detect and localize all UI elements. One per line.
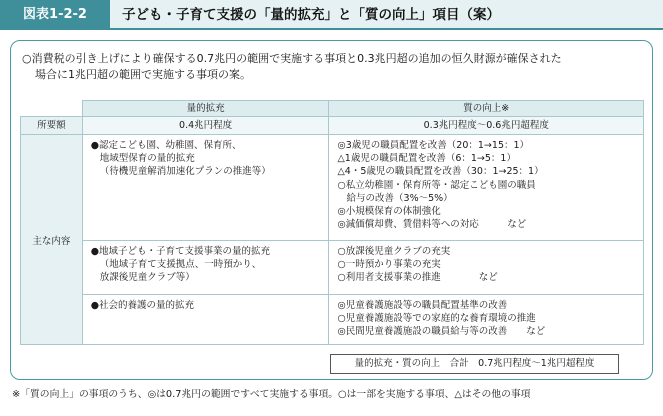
figure-title: 子ども・子育て支援の「量的拡充」と「質の向上」項目（案）: [122, 7, 500, 23]
intro-line-1: ○消費税の引き上げにより確保する0.7兆円の範囲で実施する事項と0.3兆円超の追加の恒久財源が確保された: [22, 52, 562, 65]
row2-quantity: [82, 241, 329, 295]
intro-text: [22, 51, 642, 83]
list-item: 放課後児童クラブ等）: [90, 272, 195, 284]
amount-quality: 0.3兆円程度～0.6兆円超程度: [329, 117, 644, 135]
list-item: ●認定こども園、幼稚園、保育所、: [90, 140, 242, 151]
total-summary-box: 量的拡充・質の向上 合計 0.7兆円程度～1兆円超程度: [330, 354, 619, 374]
title-bar: [0, 0, 663, 30]
content-label: 主な内容: [21, 135, 83, 345]
comparison-table: [20, 100, 644, 345]
list-item: ○私立幼稚園・保育所等・認定こども園の職員: [337, 179, 536, 191]
list-item: ○一時預かり事業の充実: [337, 259, 441, 271]
list-item: （地域子育て支援拠点、一時預かり、: [90, 259, 262, 271]
table-row: [21, 295, 644, 345]
list-item: △4・5歳児の職員配置を改善（30：1→25：1）: [337, 166, 544, 178]
list-item: ◎減価償却費、賃借料等への対応 など: [337, 219, 527, 231]
list-item: （待機児童解消加速化プランの推進等）: [90, 166, 271, 178]
amount-label: 所要額: [21, 117, 83, 135]
intro-line-2: 場合に1兆円超の範囲で実施する事項の案。: [35, 68, 251, 81]
row3-quality: [329, 295, 644, 345]
list-item: ◎3歳児の職員配置を改善（20：1→15：1）: [337, 140, 530, 151]
table-header-row: [21, 101, 644, 117]
row2-quality: [329, 241, 644, 295]
amount-row: [21, 117, 644, 135]
figure-number-badge: 図表1-2-2: [0, 0, 110, 30]
list-item: 地域型保育の量的拡充: [90, 153, 195, 165]
list-item: 給与の改善（3%～5%）: [337, 192, 453, 204]
table-row: [21, 135, 644, 241]
list-item: ○児童養護施設等での家庭的な養育環境の推進: [337, 313, 536, 325]
list-item: △1歳児の職員配置を改善（6：1→5：1）: [337, 153, 516, 165]
list-item: ●社会的養護の量的拡充: [90, 300, 195, 311]
amount-quantity: 0.4兆円程度: [82, 117, 329, 135]
corner-cell: [21, 101, 83, 117]
footnote: ※「質の向上」の事項のうち、◎は0.7兆円の範囲ですべて実施する事項。○は一部を実施する事項、△はその他の事項: [12, 389, 531, 400]
list-item: ◎児童養護施設等の職員配置基準の改善: [337, 300, 508, 311]
list-item: ○利用者支援事業の推進 など: [337, 272, 498, 284]
header-quantity: 量的拡充: [82, 101, 329, 117]
list-item: ◎民間児童養護施設の職員給与等の改善 など: [337, 326, 546, 338]
table-row: [21, 241, 644, 295]
header-quality: 質の向上※: [329, 101, 644, 117]
row3-quantity: [82, 295, 329, 345]
list-item: ○放課後児童クラブの充実: [337, 246, 451, 257]
list-item: ●地域子ども・子育て支援事業の量的拡充: [90, 246, 271, 257]
row1-quantity: [82, 135, 329, 241]
list-item: ◎小規模保育の体制強化: [337, 206, 441, 218]
row1-quality: [329, 135, 644, 241]
